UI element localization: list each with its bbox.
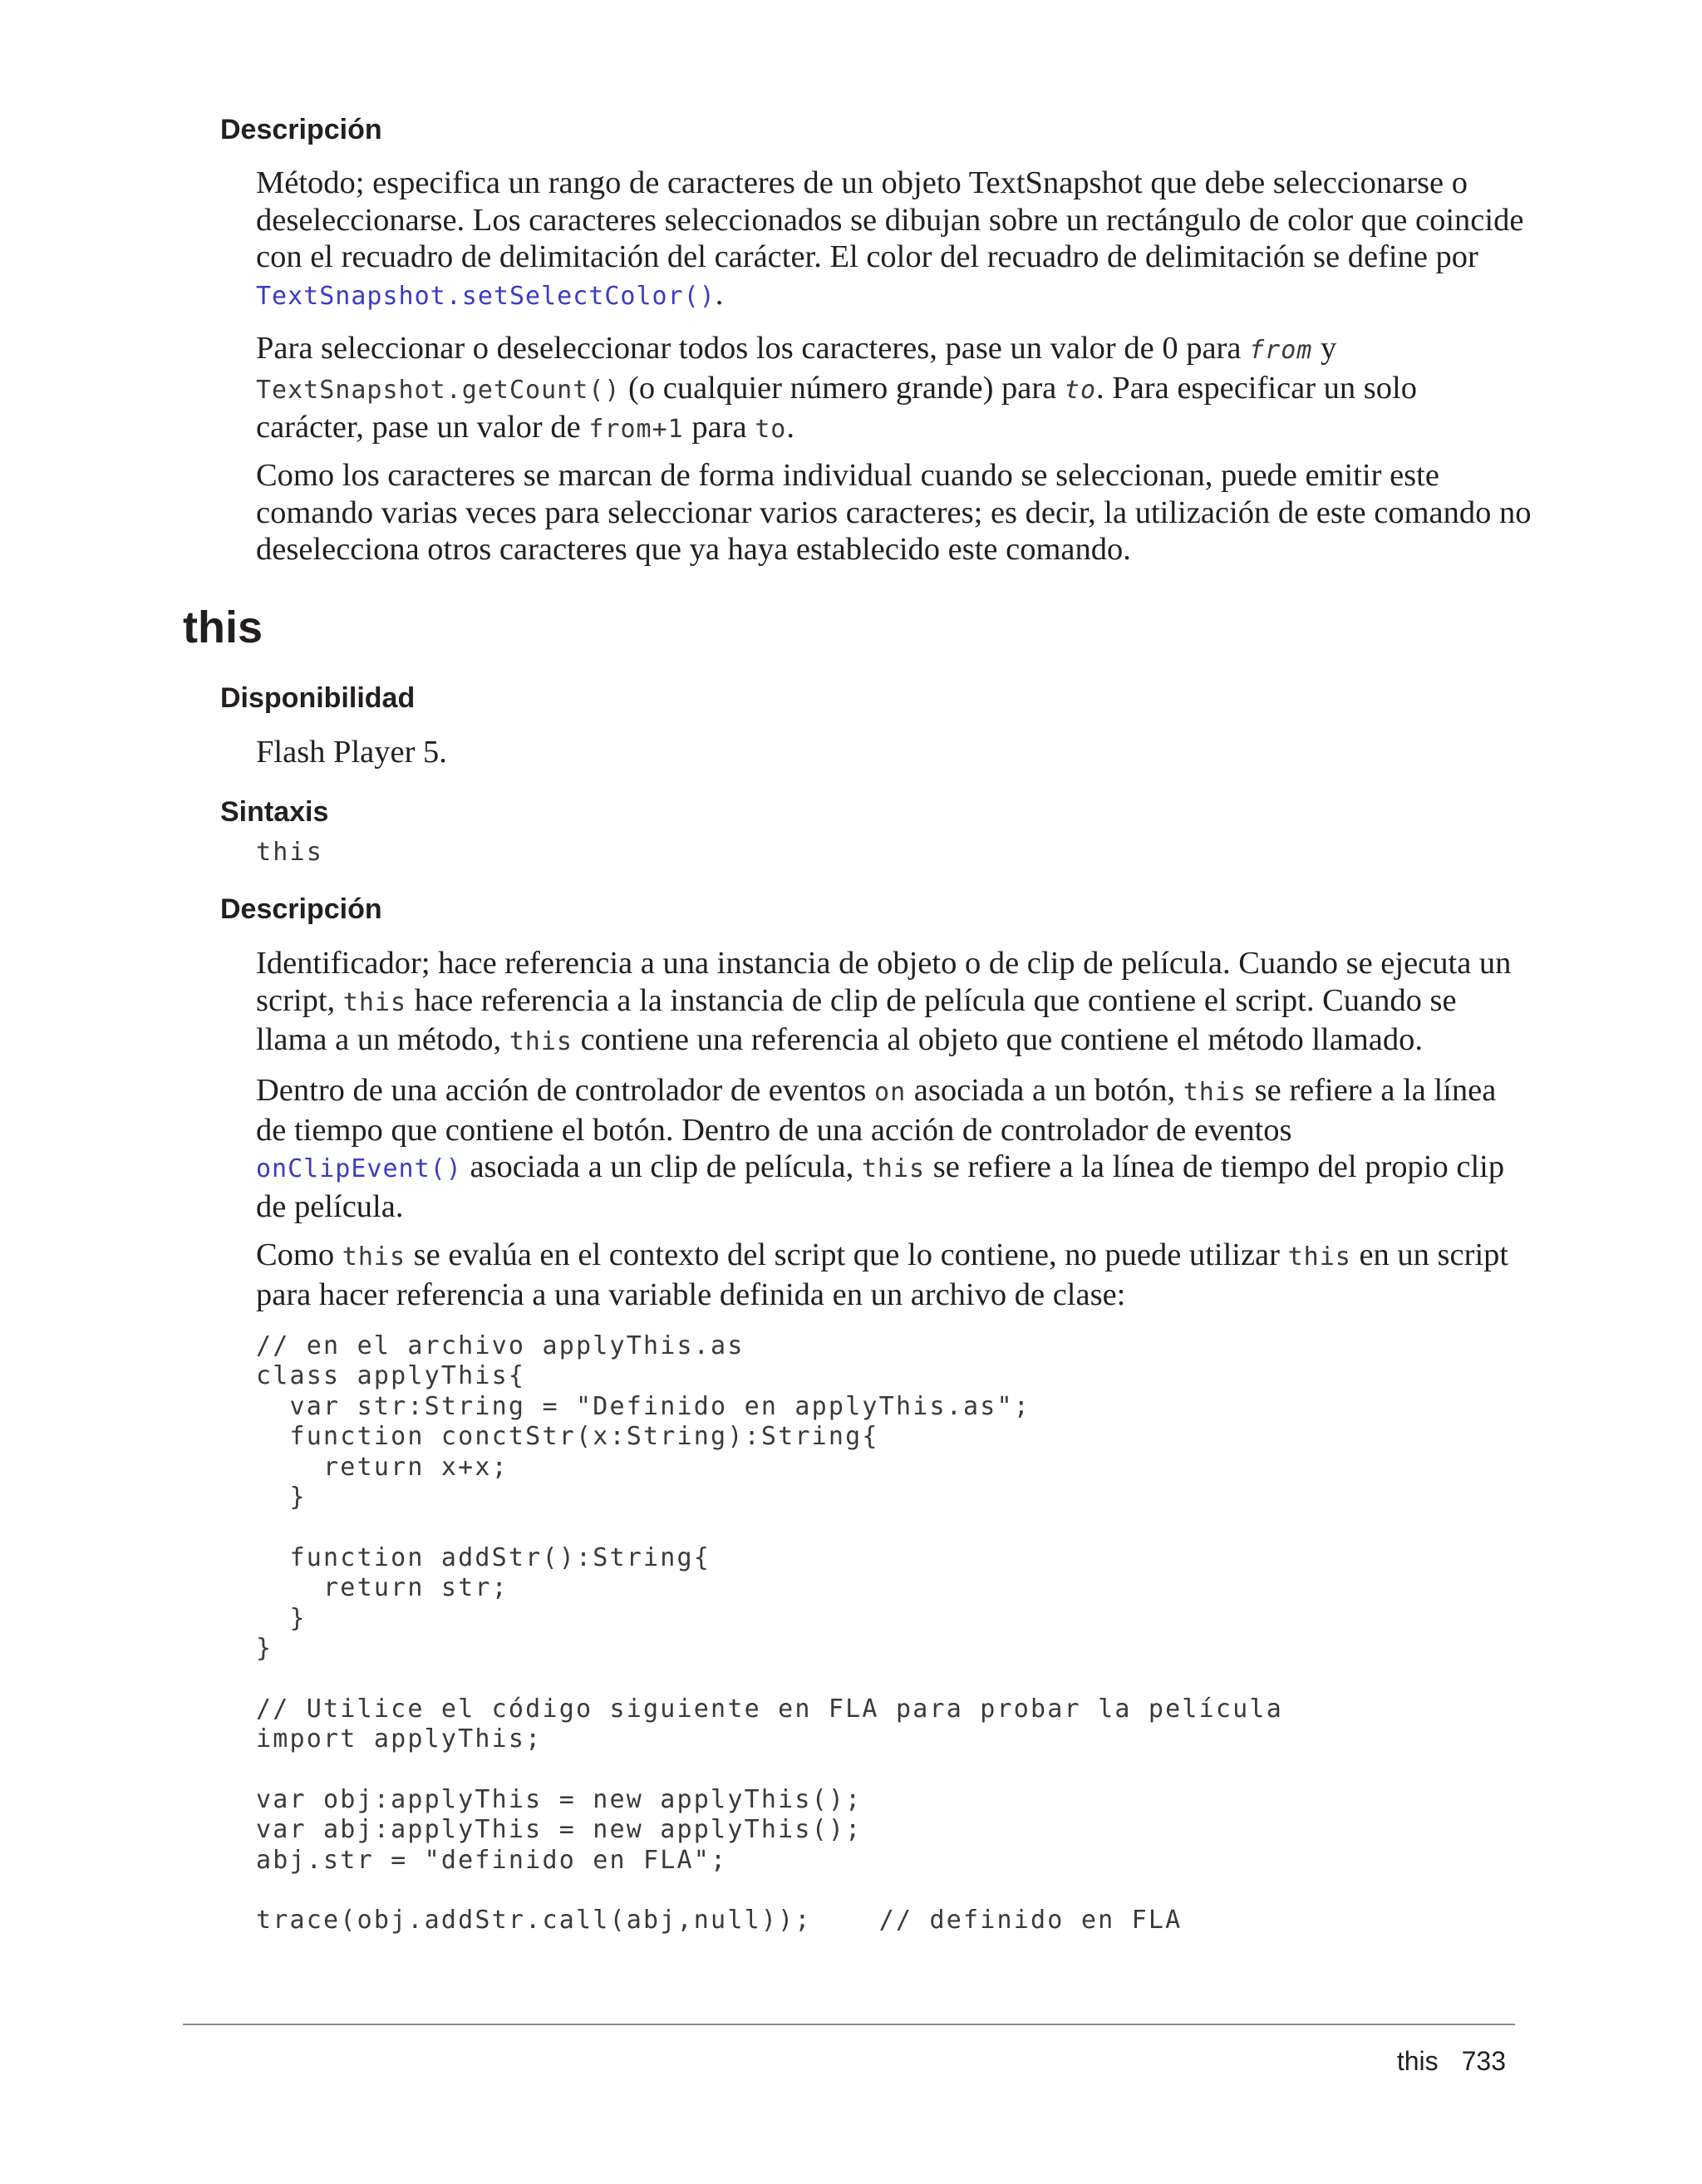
code-inline: this xyxy=(1183,1078,1247,1107)
text-line: Identificador; hace referencia a una instancia de objeto o de clip de película. Cuando se ejecuta un xyxy=(256,946,1512,981)
text-fragment: para xyxy=(683,410,755,445)
description-paragraph-3 xyxy=(256,457,1532,568)
text-line: de película. xyxy=(256,1188,404,1224)
text-fragment: asociada a un botón, xyxy=(906,1073,1183,1108)
syntax-heading: Sintaxis xyxy=(220,796,329,828)
setselectcolor-link[interactable]: TextSnapshot.setSelectColor() xyxy=(256,281,716,311)
syntax-code xyxy=(256,838,323,868)
onclipevent-link[interactable]: onClipEvent() xyxy=(256,1154,462,1183)
code-line: function conctStr(x:String):String{ xyxy=(256,1422,879,1452)
text-fragment: llama a un método, xyxy=(256,1022,509,1057)
text-line xyxy=(256,1237,1519,1276)
code-line: // Utilice el código siguiente en FLA para probar la película xyxy=(256,1694,1283,1724)
text-line: comando varias veces para seleccionar varios caracteres; es decir, la utilización de este comando no xyxy=(256,494,1532,530)
text-line: Método; especifica un rango de caracteres de un objeto TextSnapshot que debe seleccionarse o xyxy=(256,165,1468,200)
text-line: Como los caracteres se marcan de forma individual cuando se seleccionan, puede emitir este xyxy=(256,458,1439,493)
code-inline: to xyxy=(755,415,787,444)
code-inline: this xyxy=(1287,1242,1351,1272)
availability-text xyxy=(256,734,1519,771)
text-line xyxy=(256,330,1519,370)
text-line: con el recuadro de delimitación del carácter. El color del recuadro de delimitación se define por xyxy=(256,239,1478,274)
text-line xyxy=(256,1149,1519,1188)
text-line: de tiempo que contiene el botón. Dentro de una acción de controlador de eventos xyxy=(256,1112,1292,1148)
footer-divider xyxy=(183,2024,1515,2025)
description-paragraph-2 xyxy=(256,330,1519,449)
code-line: var str:String = "Definido en applyThis.as"; xyxy=(256,1391,1031,1421)
text-fragment: se refiere a la línea de tiempo del propio clip xyxy=(925,1149,1505,1184)
page-footer xyxy=(1397,2044,1506,2078)
code-inline: this xyxy=(342,1242,406,1272)
code-line: return str; xyxy=(256,1573,509,1603)
page-number: 733 xyxy=(1461,2046,1506,2076)
this-description-paragraph-3 xyxy=(256,1237,1519,1313)
this-description-paragraph-1 xyxy=(256,945,1519,1061)
text-line: Flash Player 5. xyxy=(256,735,447,770)
code-line xyxy=(256,1664,1283,1694)
code-line: var obj:applyThis = new applyThis(); xyxy=(256,1784,863,1814)
text-fragment: . xyxy=(715,276,724,312)
text-fragment: y xyxy=(1312,331,1337,366)
code-line: return x+x; xyxy=(256,1452,509,1482)
code-line: } xyxy=(256,1633,273,1663)
text-line: para hacer referencia a una variable definida en un archivo de clase: xyxy=(256,1276,1126,1312)
code-line: // en el archivo applyThis.as xyxy=(256,1331,745,1360)
text-fragment: script, xyxy=(256,982,343,1018)
code-inline: this xyxy=(861,1154,926,1183)
text-fragment: contiene una referencia al objeto que contiene el método llamado. xyxy=(572,1022,1423,1057)
text-fragment: Para seleccionar o deseleccionar todos los caracteres, pase un valor de 0 para xyxy=(256,331,1250,366)
description-paragraph-1 xyxy=(256,165,1524,315)
code-inline: this xyxy=(509,1027,573,1056)
text-fragment: se evalúa en el contexto del script que lo contiene, no puede utilizar xyxy=(406,1237,1288,1272)
code-inline: TextSnapshot.getCount() xyxy=(256,375,621,405)
description-heading-2: Descripción xyxy=(220,893,382,925)
code-line: this xyxy=(256,838,324,867)
description-heading-1: Descripción xyxy=(220,114,382,145)
code-inline: from xyxy=(1249,336,1313,365)
code-line: var abj:applyThis = new applyThis(); xyxy=(256,1815,863,1845)
code-line xyxy=(256,1513,1283,1542)
code-line: import applyThis; xyxy=(256,1724,543,1754)
text-line: deselecciona otros caracteres que ya haya establecido este comando. xyxy=(256,532,1131,567)
text-fragment: carácter, pase un valor de xyxy=(256,410,589,445)
text-line xyxy=(256,982,1519,1022)
text-fragment: Como xyxy=(256,1237,342,1272)
text-fragment: . xyxy=(786,410,794,445)
text-fragment: asociada a un clip de película, xyxy=(461,1149,862,1184)
code-inline: from+1 xyxy=(588,415,684,444)
text-fragment: se refiere a la línea xyxy=(1247,1073,1497,1108)
code-line: trace(obj.addStr.call(abj,null)); // definido en FLA xyxy=(256,1906,1183,1936)
text-line xyxy=(256,409,1519,449)
code-example xyxy=(256,1331,1283,1936)
this-section-title: this xyxy=(183,603,263,652)
code-inline: on xyxy=(874,1078,907,1107)
text-line xyxy=(256,276,1519,316)
text-line xyxy=(256,370,1519,410)
code-line: class applyThis{ xyxy=(256,1361,526,1391)
availability-heading: Disponibilidad xyxy=(220,682,416,714)
code-line: abj.str = "definido en FLA"; xyxy=(256,1845,728,1875)
code-line: } xyxy=(256,1603,307,1633)
code-line xyxy=(256,1876,1283,1906)
code-line xyxy=(256,1754,1283,1784)
text-line xyxy=(256,1072,1519,1112)
code-line: function addStr():String{ xyxy=(256,1542,711,1572)
text-fragment: Dentro de una acción de controlador de eventos xyxy=(256,1073,875,1108)
text-fragment: hace referencia a la instancia de clip de película que contiene el script. Cuando se xyxy=(406,982,1457,1018)
footer-section-name: this xyxy=(1396,2046,1439,2076)
text-fragment: (o cualquier número grande) para xyxy=(620,370,1065,406)
code-line: } xyxy=(256,1482,307,1512)
text-line xyxy=(256,1021,1519,1061)
text-line: deseleccionarse. Los caracteres seleccionados se dibujan sobre un rectángulo de color que coincide xyxy=(256,202,1524,238)
code-inline: to xyxy=(1064,375,1097,405)
this-description-paragraph-2 xyxy=(256,1072,1519,1225)
text-fragment: . Para especificar un solo xyxy=(1096,370,1417,406)
text-fragment: en un script xyxy=(1350,1237,1509,1272)
code-inline: this xyxy=(342,987,407,1017)
